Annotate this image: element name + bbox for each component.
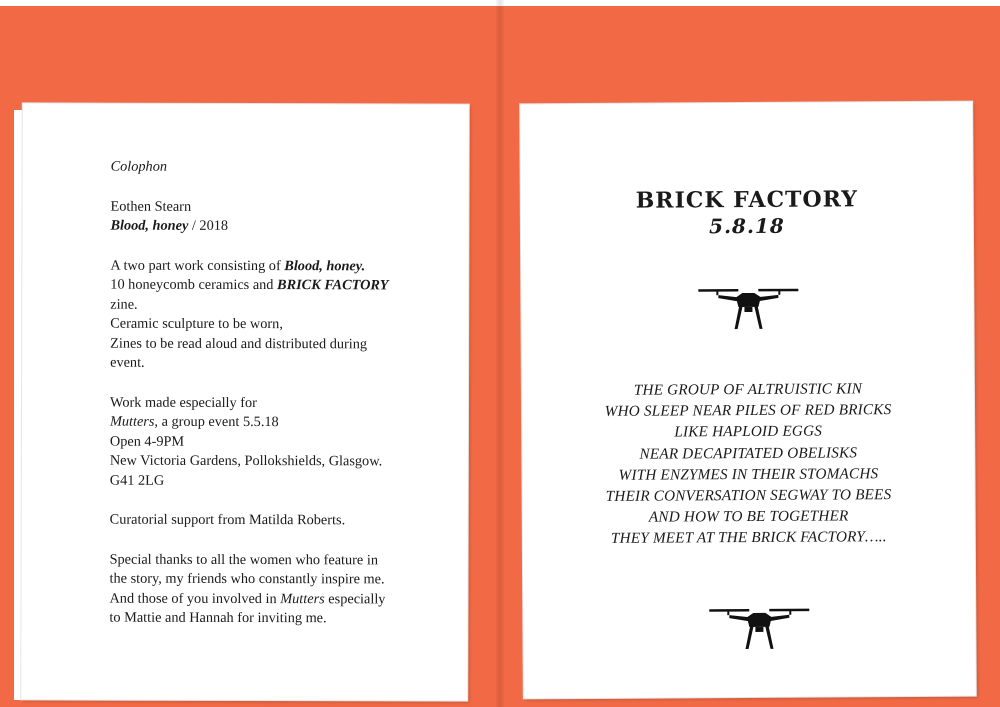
thanks-line3-post: especially bbox=[324, 590, 386, 607]
drone-icon bbox=[696, 283, 800, 334]
poem-line: THEIR CONVERSATION SEGWAY TO BEES bbox=[605, 486, 892, 505]
zine-date: 5.8.18 bbox=[709, 213, 785, 239]
thanks-line1: Special thanks to all the women who feature in bbox=[109, 551, 378, 568]
made-line1: Work made especially for bbox=[109, 394, 257, 411]
thanks-line3-pre: And those of you involved in bbox=[109, 590, 281, 607]
poem-line: THE GROUP OF ALTRUISTIC KIN bbox=[633, 380, 863, 399]
work-title: Blood, honey bbox=[110, 217, 189, 234]
cover-fold bbox=[496, 0, 504, 707]
thanks-line2: the story, my friends who constantly inspire me. bbox=[109, 570, 385, 588]
poem-line: WHO SLEEP NEAR PILES OF RED BRICKS bbox=[604, 401, 892, 421]
artist-name: Eothen Stearn bbox=[110, 198, 192, 215]
thanks-line3-event: Mutters bbox=[280, 590, 325, 607]
poem-line: AND HOW TO BE TOGETHER bbox=[648, 507, 849, 526]
zine-title-block bbox=[521, 186, 973, 241]
desc-line4: Ceramic sculpture to be worn, bbox=[110, 315, 283, 333]
event-hours: Open 4-9PM bbox=[109, 433, 185, 450]
event-name: Mutters bbox=[109, 413, 155, 430]
desc-line2: 10 honeycomb ceramics and bbox=[110, 276, 278, 294]
desc-zine-title: BRICK FACTORY bbox=[277, 277, 389, 294]
poem-line: LIKE HAPLOID EGGS bbox=[674, 422, 823, 441]
event-postcode: G41 2LG bbox=[109, 472, 165, 489]
thanks-line4: to Mattie and Hannah for inviting me. bbox=[109, 609, 327, 627]
zine-cover-page bbox=[520, 102, 976, 699]
desc-work: Blood, honey. bbox=[284, 257, 366, 274]
drone-icon bbox=[707, 603, 811, 654]
curatorial-credit: Curatorial support from Matilda Roberts. bbox=[109, 511, 346, 529]
poem-line: WITH ENZYMES IN THEIR STOMACHS bbox=[618, 465, 879, 484]
event-details: , a group event 5.5.18 bbox=[154, 413, 279, 431]
zine-poem bbox=[542, 378, 955, 550]
poem-line: NEAR DECAPITATED OBELISKS bbox=[639, 443, 858, 463]
work-year: / 2018 bbox=[188, 217, 229, 234]
desc-line3: zine. bbox=[110, 296, 138, 313]
desc-line6: event. bbox=[110, 354, 145, 371]
zine-title: BRICK FACTORY bbox=[635, 186, 858, 214]
desc-intro: A two part work consisting of bbox=[110, 257, 285, 274]
desc-line5: Zines to be read aloud and distributed during bbox=[110, 335, 368, 352]
poem-line: THEY MEET AT THE BRICK FACTORY….. bbox=[610, 528, 887, 548]
colophon-heading: Colophon bbox=[110, 158, 168, 175]
event-venue: New Victoria Gardens, Pollokshields, Glasgow. bbox=[109, 452, 383, 470]
colophon-text bbox=[109, 158, 440, 649]
colophon-page bbox=[21, 103, 469, 700]
